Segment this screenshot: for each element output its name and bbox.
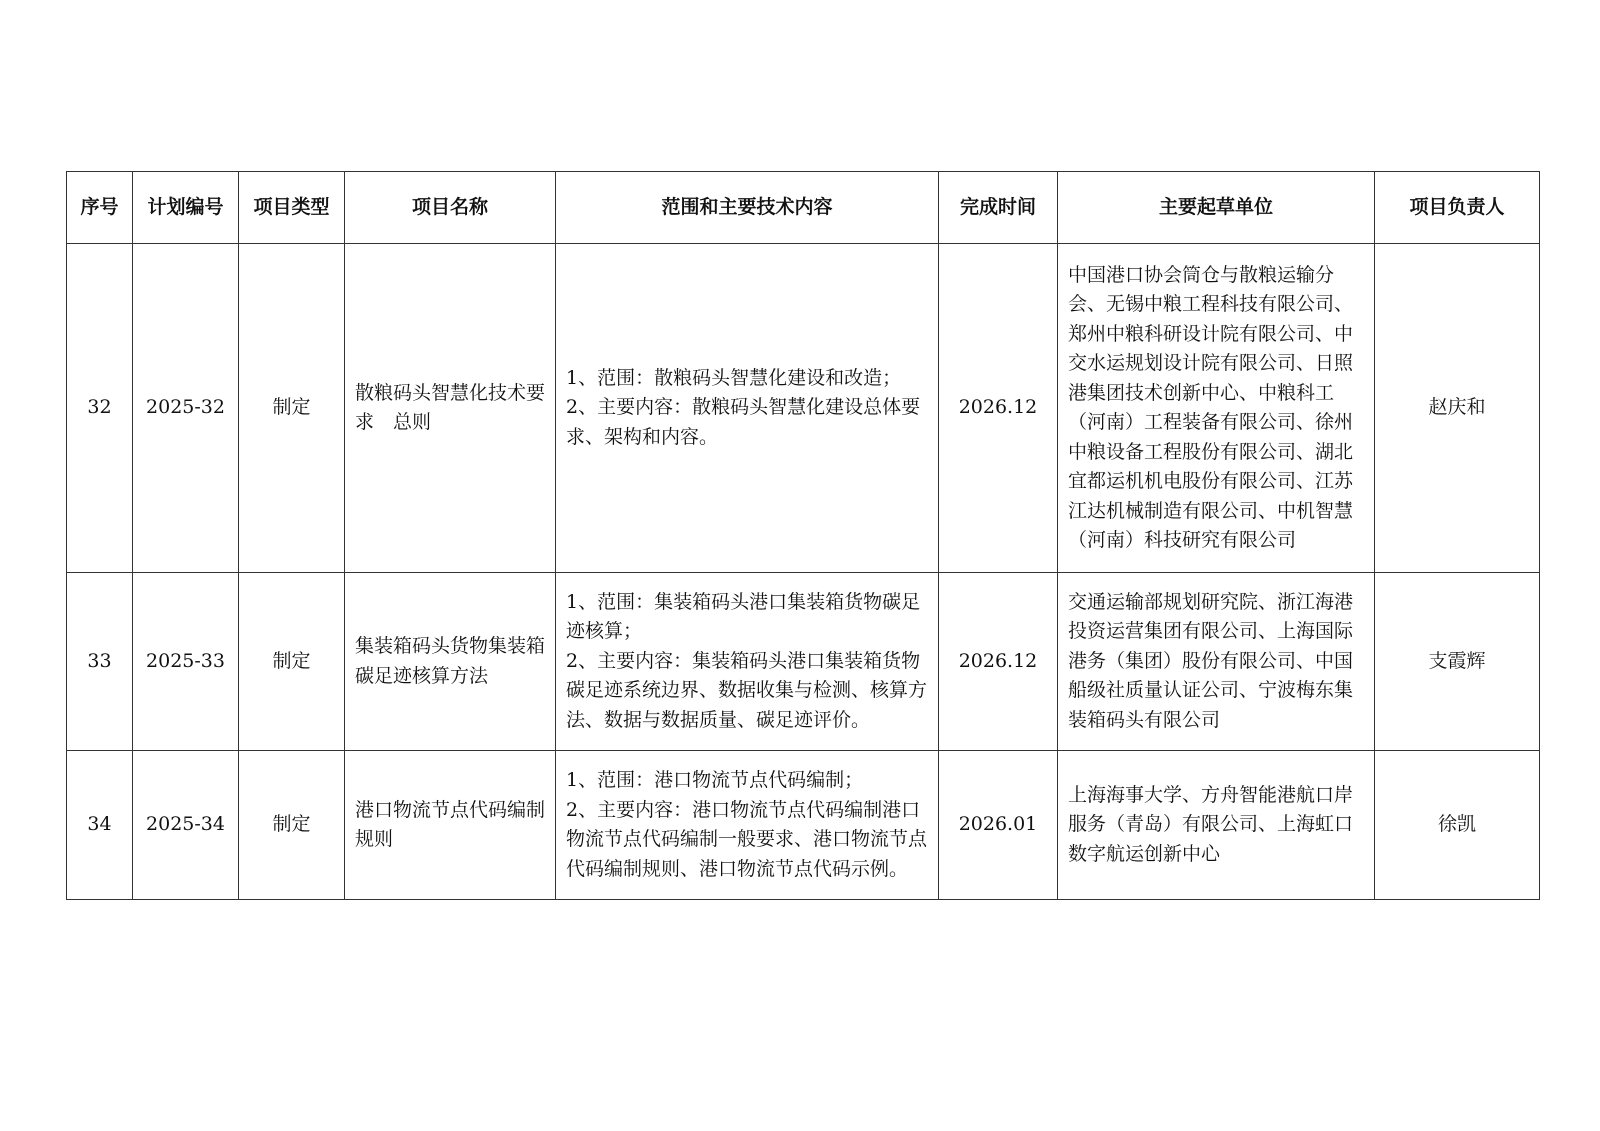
table-row	[67, 573, 1540, 751]
header-scope: 范围和主要技术内容	[556, 172, 939, 244]
cell-drafters: 上海海事大学、方舟智能港航口岸服务（青岛）有限公司、上海虹口数字航运创新中心	[1058, 751, 1375, 900]
cell-finish: 2026.12	[939, 244, 1058, 573]
scope-content: 2、主要内容：集装箱码头港口集装箱货物碳足迹系统边界、数据收集与检测、核算方法、数据与数据质量、碳足迹评价。	[566, 649, 928, 731]
cell-scope	[556, 751, 939, 900]
scope-range: 1、范围：散粮码头智慧化建设和改造；	[566, 366, 902, 389]
cell-lead: 徐凯	[1375, 751, 1540, 900]
cell-name: 港口物流节点代码编制规则	[345, 751, 556, 900]
scope-content: 2、主要内容：散粮码头智慧化建设总体要求、架构和内容。	[566, 396, 921, 448]
cell-plan-no: 2025-33	[133, 573, 239, 751]
cell-type: 制定	[239, 751, 345, 900]
table-header-row	[67, 172, 1540, 244]
cell-scope	[556, 573, 939, 751]
cell-lead: 支霞辉	[1375, 573, 1540, 751]
cell-scope	[556, 244, 939, 573]
scope-range: 1、范围：港口物流节点代码编制；	[566, 769, 864, 791]
scope-content: 2、主要内容：港口物流节点代码编制港口物流节点代码编制一般要求、港口物流节点代码编制规则、港口物流节点代码示例。	[566, 798, 928, 880]
header-lead: 项目负责人	[1375, 172, 1540, 244]
table-row	[67, 751, 1540, 900]
table-row	[67, 244, 1540, 573]
cell-type: 制定	[239, 244, 345, 573]
header-type: 项目类型	[239, 172, 345, 244]
cell-finish: 2026.12	[939, 573, 1058, 751]
header-drafters: 主要起草单位	[1058, 172, 1375, 244]
cell-plan-no: 2025-32	[133, 244, 239, 573]
header-name: 项目名称	[345, 172, 556, 244]
cell-type: 制定	[239, 573, 345, 751]
cell-name: 散粮码头智慧化技术要求 总则	[345, 244, 556, 573]
cell-drafters: 中国港口协会筒仓与散粮运输分会、无锡中粮工程科技有限公司、郑州中粮科研设计院有限公司、中交水运规划设计院有限公司、日照港集团技术创新中心、中粮科工（河南）工程装备有限公司、徐州中粮设备工程股份有限公司、湖北宜都运机机电股份有限公司、江苏江达机械制造有限公司、中机智慧（河南）科技研究有限公司	[1058, 244, 1375, 573]
cell-seq: 33	[67, 573, 133, 751]
header-plan-no: 计划编号	[133, 172, 239, 244]
scope-range: 1、范围：集装箱码头港口集装箱货物碳足迹核算；	[566, 590, 921, 643]
cell-seq: 32	[67, 244, 133, 573]
header-seq: 序号	[67, 172, 133, 244]
standards-plan-table	[66, 171, 1540, 900]
cell-finish: 2026.01	[939, 751, 1058, 900]
cell-seq: 34	[67, 751, 133, 900]
cell-plan-no: 2025-34	[133, 751, 239, 900]
header-finish: 完成时间	[939, 172, 1058, 244]
cell-name: 集装箱码头货物集装箱碳足迹核算方法	[345, 573, 556, 751]
cell-lead: 赵庆和	[1375, 244, 1540, 573]
cell-drafters: 交通运输部规划研究院、浙江海港投资运营集团有限公司、上海国际港务（集团）股份有限公司、中国船级社质量认证公司、宁波梅东集装箱码头有限公司	[1058, 573, 1375, 751]
